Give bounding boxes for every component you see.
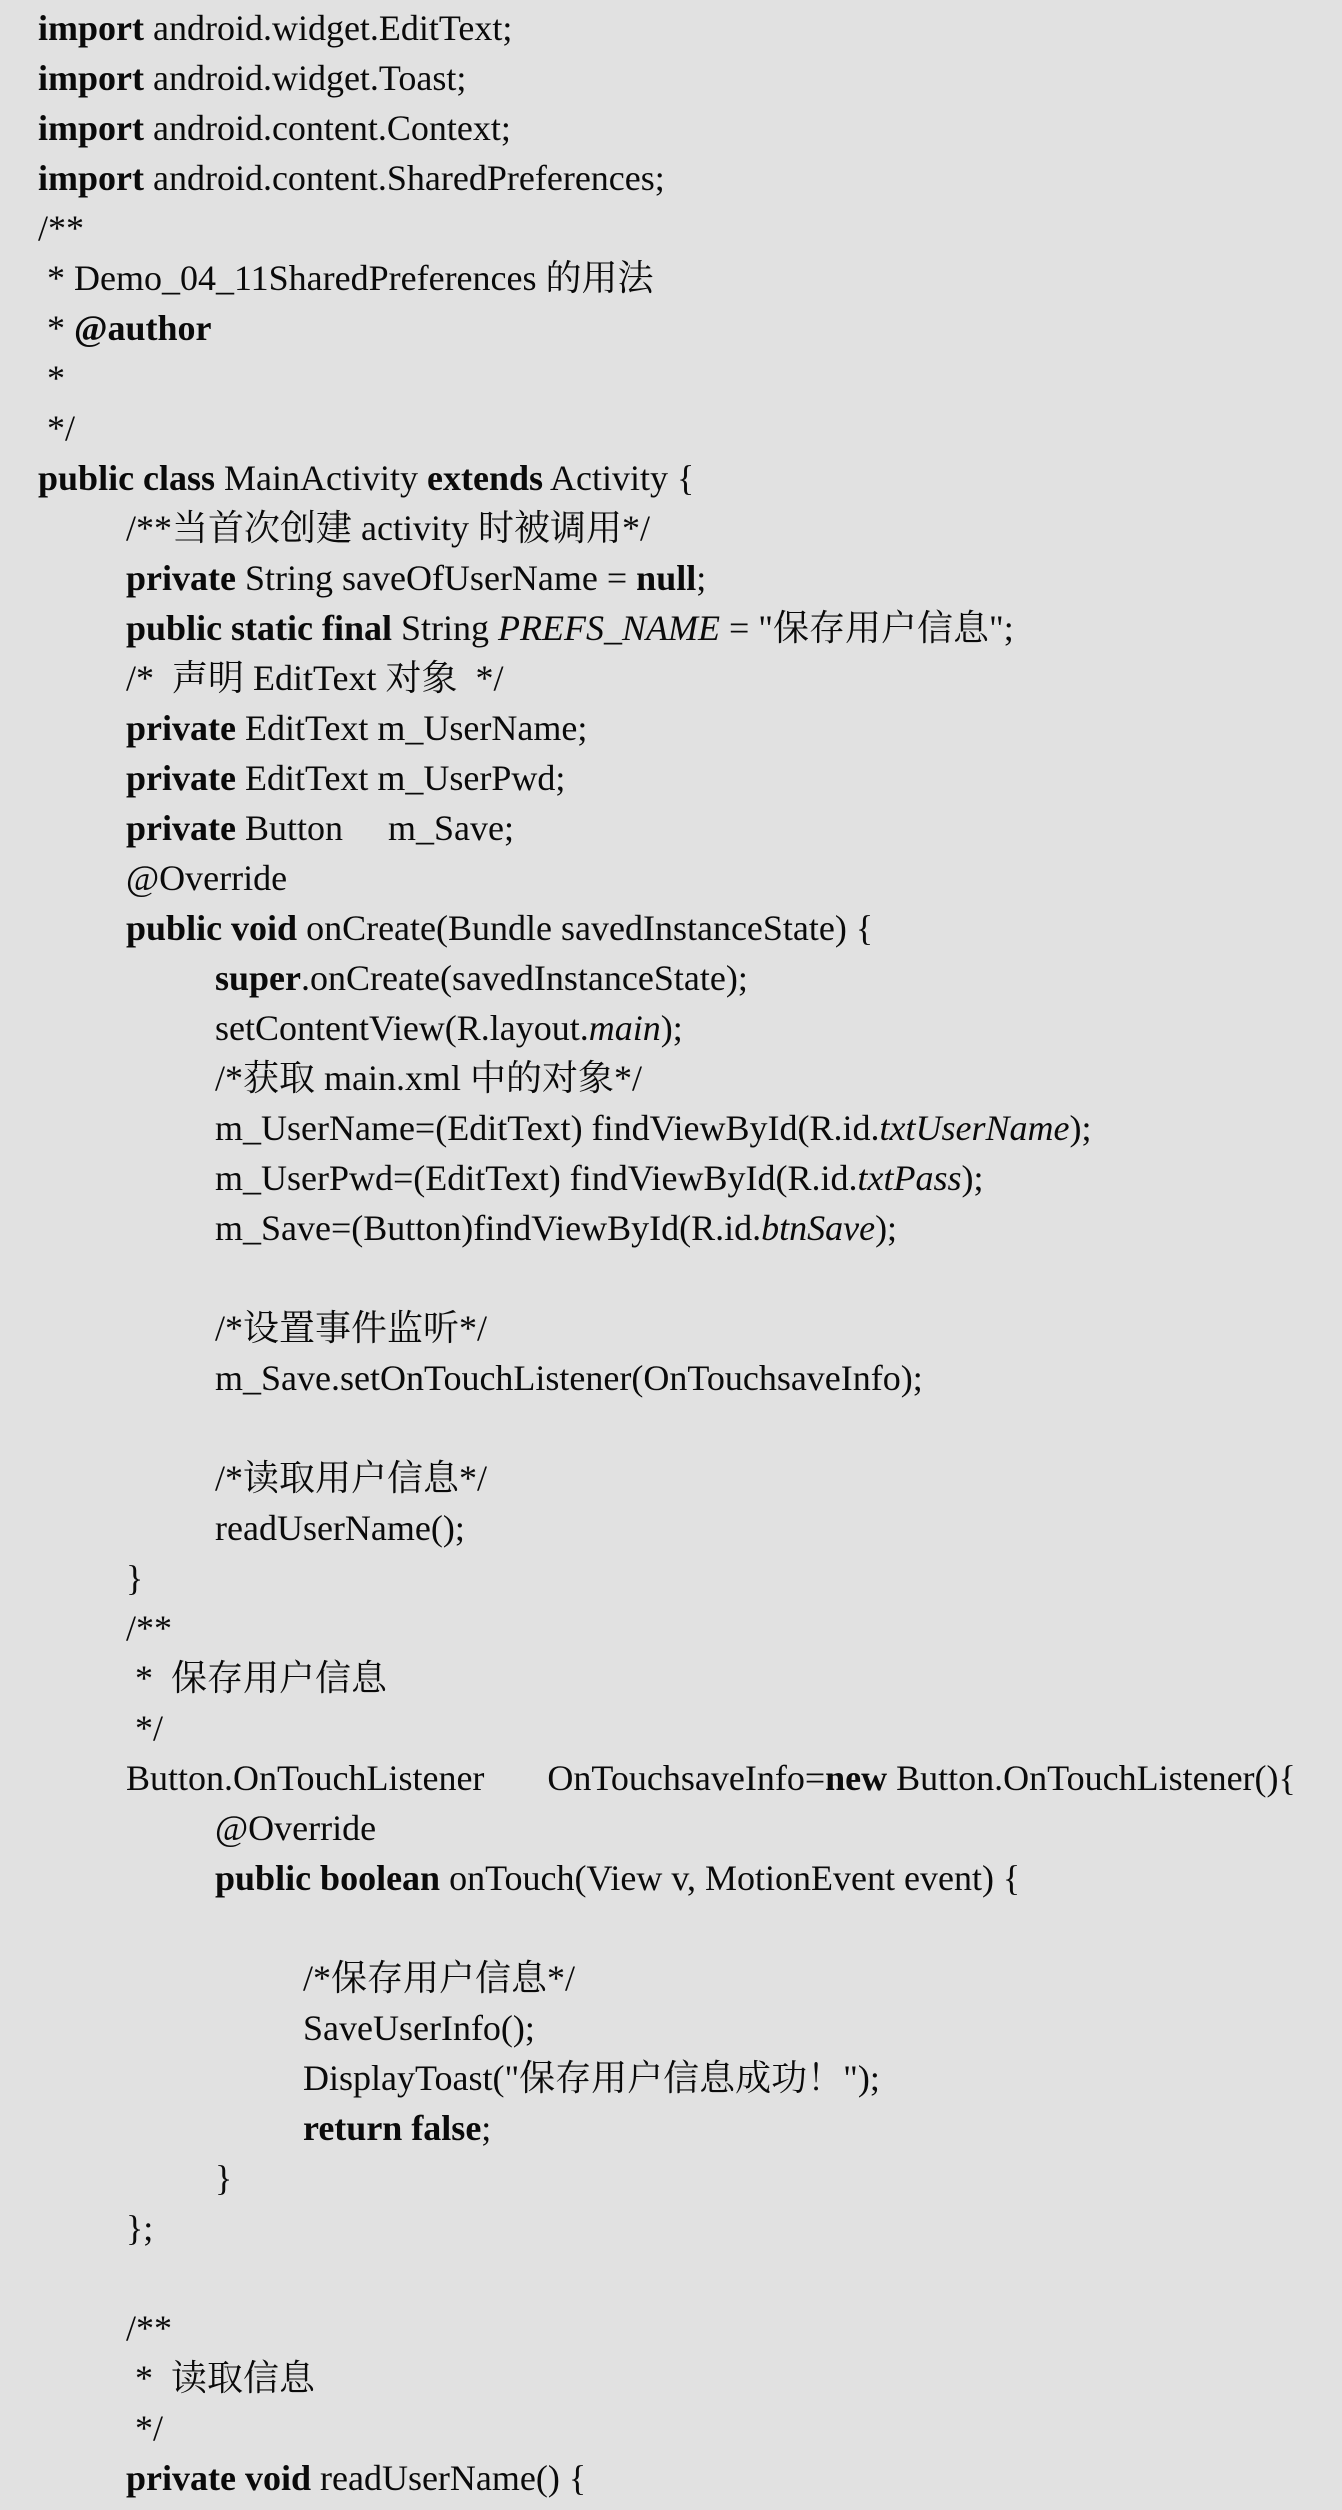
code-italic-token: PREFS_NAME — [498, 608, 720, 648]
code-text: setContentView(R.layout. — [215, 1008, 589, 1048]
code-text: m_UserPwd=(EditText) findViewById(R.id. — [215, 1158, 858, 1198]
code-text: */ — [126, 2408, 164, 2448]
code-keyword: private void — [126, 2458, 311, 2498]
code-keyword: import — [38, 58, 144, 98]
code-line — [126, 2303, 172, 2353]
code-line — [303, 2003, 535, 2053]
code-text: android.widget.EditText; — [143, 8, 513, 48]
code-line — [126, 1653, 387, 1703]
code-keyword: private — [126, 808, 236, 848]
code-line — [126, 2353, 315, 2403]
code-line — [126, 603, 1014, 653]
code-text: ); — [961, 1158, 984, 1198]
code-keyword: super — [215, 958, 302, 998]
code-text: /**当首次创建 activity 时被调用*/ — [126, 508, 650, 548]
code-text: SaveUserInfo(); — [303, 2008, 535, 2048]
code-line — [215, 2153, 232, 2203]
code-line — [38, 153, 665, 203]
code-text: Activity { — [543, 458, 695, 498]
code-line — [215, 1503, 465, 1553]
code-text: String — [392, 608, 499, 648]
code-line — [38, 203, 84, 253]
code-line — [303, 2053, 880, 2103]
code-italic-token: txtPass — [857, 1158, 962, 1198]
code-keyword: public void — [126, 908, 298, 948]
code-text: EditText m_UserPwd; — [235, 758, 566, 798]
code-italic-token: txtUserName — [879, 1108, 1070, 1148]
code-line — [38, 303, 212, 353]
code-line — [126, 2203, 153, 2253]
code-keyword: private — [126, 558, 236, 598]
code-keyword: import — [38, 108, 144, 148]
code-line — [215, 1303, 487, 1353]
code-text: android.content.Context; — [143, 108, 511, 148]
code-text: * — [38, 308, 74, 348]
code-line — [126, 503, 650, 553]
code-keyword: import — [38, 8, 144, 48]
code-text: } — [126, 1558, 144, 1598]
code-keyword: extends — [427, 458, 544, 498]
code-line — [126, 2403, 163, 2453]
code-text: /*设置事件监听*/ — [215, 1308, 488, 1348]
code-text: @Override — [215, 1808, 377, 1848]
code-line — [126, 2453, 586, 2503]
code-text: android.widget.Toast; — [143, 58, 467, 98]
code-text: onTouch(View v, MotionEvent event) { — [440, 1858, 1021, 1898]
code-text: /** — [126, 2308, 173, 2348]
code-text: }; — [126, 2208, 154, 2248]
code-text: .onCreate(savedInstanceState); — [301, 958, 748, 998]
code-text: @Override — [126, 858, 288, 898]
code-text: Button m_Save; — [235, 808, 514, 848]
code-text: DisplayToast("保存用户信息成功！"); — [303, 2058, 880, 2098]
code-text: ); — [660, 1008, 683, 1048]
code-line — [38, 453, 694, 503]
code-line — [215, 1053, 642, 1103]
code-text: Button.OnTouchListener(){ — [887, 1758, 1296, 1798]
code-keyword: public class — [38, 458, 216, 498]
code-line — [126, 753, 565, 803]
code-line — [126, 653, 503, 703]
code-text: readUserName(); — [215, 1508, 465, 1548]
code-text: /** — [126, 1608, 173, 1648]
code-line — [126, 803, 514, 853]
code-italic-token: btnSave — [761, 1208, 876, 1248]
code-text: /* 声明 EditText 对象 */ — [126, 658, 504, 698]
code-line — [303, 2103, 491, 2153]
code-line — [215, 1353, 923, 1403]
code-text: String saveOfUserName = — [235, 558, 637, 598]
code-text: * Demo_04_11SharedPreferences 的用法 — [38, 258, 654, 298]
code-line — [126, 1603, 172, 1653]
code-line — [215, 1003, 683, 1053]
code-text: Button.OnTouchListener OnTouchsaveInfo= — [126, 1758, 826, 1798]
code-keyword: private — [126, 758, 236, 798]
code-line — [38, 403, 75, 453]
code-text: * 读取信息 — [126, 2358, 316, 2398]
code-line — [215, 953, 748, 1003]
code-text: */ — [38, 408, 76, 448]
code-line — [215, 1453, 487, 1503]
code-text: m_UserName=(EditText) findViewById(R.id. — [215, 1108, 880, 1148]
code-line — [38, 353, 65, 403]
code-text: * 保存用户信息 — [126, 1658, 388, 1698]
code-text: ; — [696, 558, 707, 598]
code-text: m_Save=(Button)findViewById(R.id. — [215, 1208, 762, 1248]
code-line — [215, 1803, 376, 1853]
code-line — [38, 103, 511, 153]
code-text: = "保存用户信息"; — [720, 608, 1014, 648]
code-text: * — [38, 358, 65, 398]
code-text: onCreate(Bundle savedInstanceState) { — [297, 908, 874, 948]
code-line — [126, 703, 587, 753]
code-keyword: null — [636, 558, 697, 598]
code-line — [303, 1953, 575, 2003]
code-line — [126, 553, 706, 603]
code-keyword: import — [38, 158, 144, 198]
code-keyword: private — [126, 708, 236, 748]
code-line — [215, 1853, 1020, 1903]
code-keyword: public boolean — [215, 1858, 441, 1898]
code-text: android.content.SharedPreferences; — [143, 158, 665, 198]
code-text: MainActivity — [215, 458, 428, 498]
code-line — [126, 1753, 1296, 1803]
code-text: /** — [38, 208, 85, 248]
code-text: } — [215, 2158, 233, 2198]
code-line — [215, 1203, 897, 1253]
code-line — [126, 1703, 163, 1753]
code-keyword: new — [825, 1758, 888, 1798]
code-line — [38, 53, 466, 103]
code-keyword: @author — [74, 308, 212, 348]
code-line — [126, 1553, 143, 1603]
code-line — [215, 1153, 984, 1203]
code-text: /*读取用户信息*/ — [215, 1458, 488, 1498]
code-text: EditText m_UserName; — [235, 708, 588, 748]
code-text: /*获取 main.xml 中的对象*/ — [215, 1058, 642, 1098]
code-text: ; — [481, 2108, 492, 2148]
code-text: readUserName() { — [311, 2458, 587, 2498]
code-line — [215, 1103, 1091, 1153]
code-keyword: public static final — [126, 608, 393, 648]
code-text: m_Save.setOnTouchListener(OnTouchsaveInfo); — [215, 1358, 923, 1398]
code-italic-token: main — [588, 1008, 661, 1048]
code-text: /*保存用户信息*/ — [303, 1958, 576, 1998]
code-line — [38, 253, 654, 303]
code-line — [126, 853, 287, 903]
code-line — [38, 3, 512, 53]
code-keyword: return false — [303, 2108, 482, 2148]
code-line — [126, 903, 873, 953]
code-text: ); — [1069, 1108, 1092, 1148]
code-text: */ — [126, 1708, 164, 1748]
code-text: ); — [875, 1208, 898, 1248]
